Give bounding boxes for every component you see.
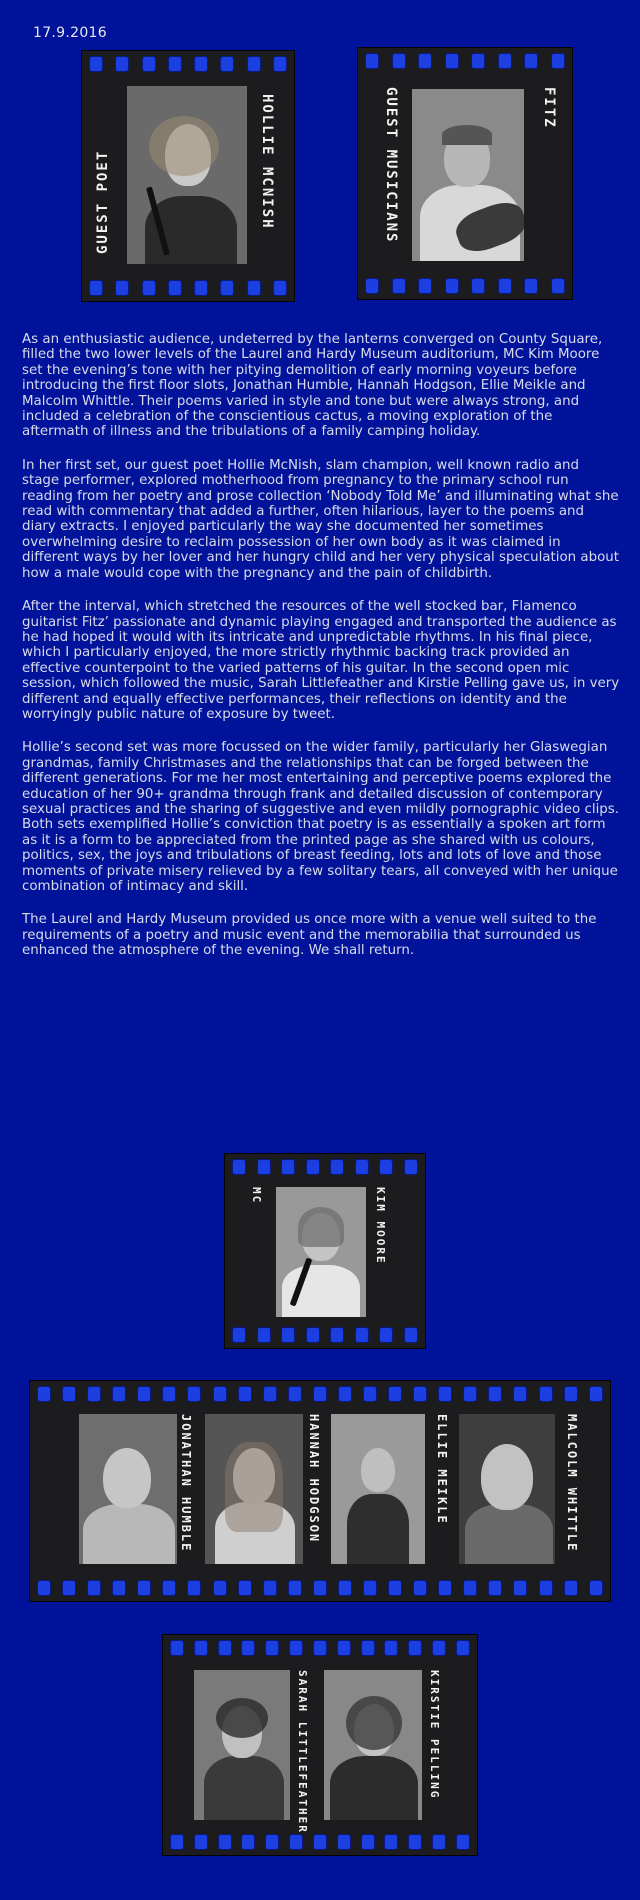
- jonathan-humble-photo: [79, 1414, 177, 1564]
- fitz-label: FITZ: [541, 87, 557, 129]
- film-sprocket-holes: [37, 1385, 603, 1403]
- jonathan-humble-label: JONATHAN HUMBLE: [179, 1414, 193, 1553]
- kim-moore-photo: [276, 1187, 366, 1317]
- film-sprocket-holes: [170, 1639, 470, 1657]
- sarah-littlefeather-photo: [194, 1670, 290, 1820]
- article-paragraph: Hollie’s second set was more focussed on the wider family, particularly her Glaswegian grandmas, family Christmases and the relationships that can be forged between the different generations. For me her most entertaining and perceptive poems explored the education of her 90+ grandma through frank and detailed discussion of contemporary sexual practices and the sharing of suggestive and even mildly pornographic video clips. Both sets exemplified Hollie’s conviction that poetry is as essentially a spoken art form as it is a form to be appreciated from the printed page as she shared with us colours, politics, sex, the joys and tribulations of breast feeding, lots and lots of love and those moments of private misery relieved by a few solitary tears, all conveyed with her unique combination of intimacy and skill.: [22, 740, 620, 894]
- film-sprocket-holes: [365, 52, 565, 70]
- sarah-littlefeather-label: SARAH LITTLEFEATHER: [296, 1670, 309, 1834]
- guest-musicians-photo-frame: [357, 47, 573, 300]
- fitz-photo: [412, 89, 524, 261]
- film-sprocket-holes: [89, 279, 287, 297]
- open-mic-first-half-photo-strip: [29, 1380, 611, 1602]
- article-paragraph: As an enthusiastic audience, undeterred by the lanterns converged on County Square, filled the two lower levels of the Laurel and Hardy Museum auditorium, MC Kim Moore set the evening’s tone with her pitying demolition of early morning voyeurs before introducing the first floor slots, Jonathan Humble, Hannah Hodgson, Ellie Meikle and Malcolm Whittle. Their poems varied in style and tone but were always strong, and included a celebration of the conscientious cactus, a moving exploration of the aftermath of illness and the tribulations of a family camping holiday.: [22, 332, 603, 440]
- film-sprocket-holes: [365, 277, 565, 295]
- kim-moore-label: KIM MOORE: [374, 1187, 387, 1265]
- guest-poet-label: GUEST POET: [95, 149, 111, 254]
- hollie-mcnish-photo: [127, 86, 247, 264]
- film-sprocket-holes: [89, 55, 287, 73]
- date-label: 17.9.2016: [33, 25, 107, 41]
- guest-poet-photo-frame: [81, 50, 295, 302]
- ellie-meikle-photo: [331, 1414, 425, 1564]
- film-sprocket-holes: [170, 1833, 470, 1851]
- guest-musicians-label: GUEST MUSICIANS: [383, 87, 399, 244]
- article-paragraph: The Laurel and Hardy Museum provided us once more with a venue well suited to the requirements of a poetry and music event and the memorabilia that surrounded us enhanced the atmosphere of the evening. We shall return.: [22, 912, 597, 959]
- hollie-mcnish-label: HOLLIE MCNISH: [259, 94, 275, 230]
- ellie-meikle-label: ELLIE MEIKLE: [435, 1414, 449, 1525]
- mc-label: MC: [250, 1187, 263, 1205]
- malcolm-whittle-label: MALCOLM WHITTLE: [565, 1414, 579, 1553]
- film-sprocket-holes: [232, 1158, 418, 1176]
- film-sprocket-holes: [37, 1579, 603, 1597]
- article-paragraph: After the interval, which stretched the resources of the well stocked bar, Flamenco guitarist Fitz’ passionate and dynamic playing engaged and transported the audience as he had hoped it would with its intricate and unpredictable rhythms. In his final piece, which I particularly enjoyed, the more strictly rhythmic backing track provided an effective counterpoint to the varied patterns of his guitar. In the second open mic session, which followed the music, Sarah Littlefeather and Kirstie Pelling gave us, in very different and equally effective performances, their reflections on identity and the worryingly public nature of exposure by tweet.: [22, 599, 620, 722]
- malcolm-whittle-photo: [459, 1414, 555, 1564]
- kirstie-pelling-photo: [324, 1670, 422, 1820]
- kirstie-pelling-label: KIRSTIE PELLING: [428, 1670, 441, 1800]
- hannah-hodgson-photo: [205, 1414, 303, 1564]
- mc-photo-frame: [224, 1153, 426, 1349]
- article-paragraph: In her first set, our guest poet Hollie McNish, slam champion, well known radio and stage performer, explored motherhood from pregnancy to the primary school run reading from her poetry and prose collection ‘Nobody Told Me’ and illuminating what she read with commentary that added a further, often hilarious, layer to the poems and diary extracts. I enjoyed particularly the way she documented her sometimes overwhelming desire to reclaim possession of her own body as it was claimed in different ways by her lover and her hungry child and her very physical speculation about how a male would cope with the pregnancy and the pain of childbirth.: [22, 457, 620, 581]
- review-article: [22, 332, 620, 977]
- film-sprocket-holes: [232, 1326, 418, 1344]
- open-mic-second-half-photo-strip: [162, 1634, 478, 1856]
- hannah-hodgson-label: HANNAH HODGSON: [307, 1414, 321, 1544]
